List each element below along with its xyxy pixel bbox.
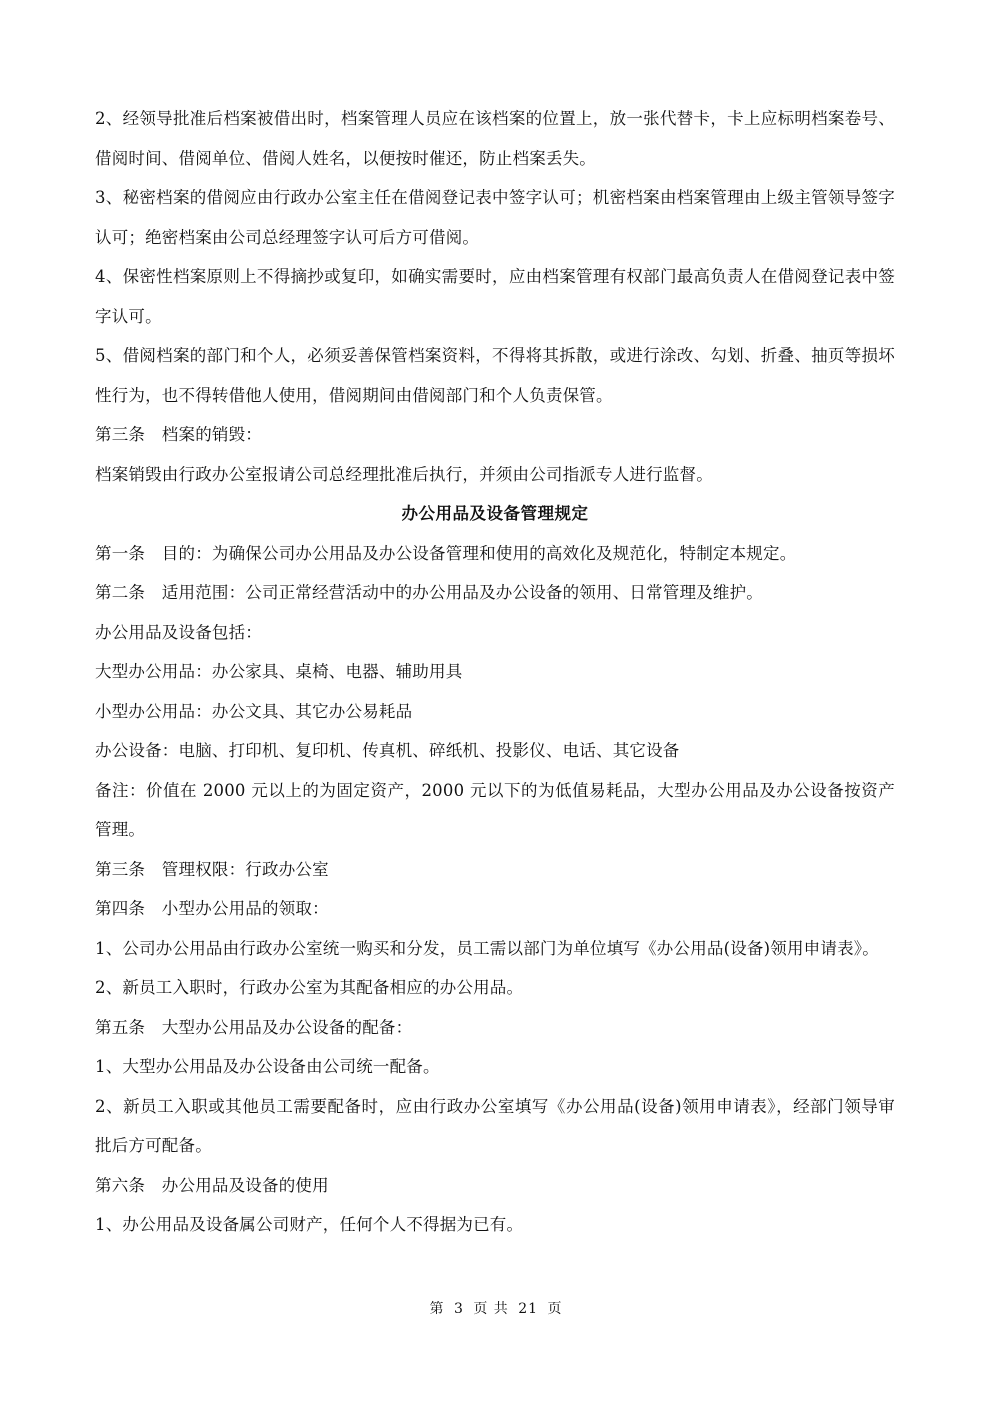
paragraph: 档案销毁由行政办公室报请公司总经理批准后执行，并须由公司指派专人进行监督。 (95, 464, 713, 484)
current-page-number: 3 (453, 1301, 464, 1317)
paragraph: 2、新员工入职时，行政办公室为其配备相应的办公用品。 (95, 978, 524, 997)
paragraph: 大型办公用品：办公家具、桌椅、电器、辅助用具 (95, 662, 463, 681)
article-heading: 第二条 适用范围：公司正常经营活动中的办公用品及办公设备的领用、日常管理及维护。 (95, 583, 763, 602)
paragraph: 1、办公用品及设备属公司财产，任何个人不得据为已有。 (95, 1215, 524, 1234)
paragraph: 2、经领导批准后档案被借出时，档案管理人员应在该档案的位置上，放一张代替卡，卡上应标明档案卷号、借阅时间、借阅单位、借阅人姓名，以便按时催还，防止档案丢失。 (95, 109, 895, 168)
paragraph: 1、大型办公用品及办公设备由公司统一配备。 (95, 1057, 440, 1076)
article-heading: 第四条 小型办公用品的领取： (95, 899, 329, 918)
paragraph: 5、借阅档案的部门和个人，必须妥善保管档案资料，不得将其拆散，或进行涂改、勾划、折叠、抽页等损坏性行为，也不得转借他人使用，借阅期间由借阅部门和个人负责保管。 (95, 346, 895, 405)
paragraph: 4、保密性档案原则上不得摘抄或复印，如确实需要时，应由档案管理有权部门最高负责人在借阅登记表中签字认可。 (95, 267, 895, 326)
footer-prefix: 第 (429, 1301, 445, 1317)
paragraph: 备注：价值在 2000 元以上的为固定资产，2000 元以下的为低值易耗品，大型办公用品及办公设备按资产管理。 (95, 780, 895, 839)
footer-suffix: 页 (547, 1301, 563, 1317)
paragraph: 办公设备：电脑、打印机、复印机、传真机、碎纸机、投影仪、电话、其它设备 (95, 741, 680, 760)
footer-middle: 页 共 (473, 1301, 509, 1317)
article-heading: 第六条 办公用品及设备的使用 (95, 1175, 329, 1195)
section-title: 办公用品及设备管理规定 (401, 504, 589, 523)
article-heading: 第一条 目的：为确保公司办公用品及办公设备管理和使用的高效化及规范化，特制定本规定。 (95, 543, 797, 563)
paragraph: 办公用品及设备包括： (95, 622, 262, 642)
page-footer (0, 1298, 992, 1318)
paragraph: 1、公司办公用品由行政办公室统一购买和分发，员工需以部门为单位填写《办公用品(设备)领用申请表》。 (95, 938, 879, 958)
total-page-number: 21 (518, 1301, 539, 1317)
article-heading: 第三条 管理权限：行政办公室 (95, 859, 329, 879)
article-heading: 第五条 大型办公用品及办公设备的配备： (95, 1017, 413, 1037)
paragraph: 2、新员工入职或其他员工需要配备时，应由行政办公室填写《办公用品(设备)领用申请表》，经部门领导审批后方可配备。 (95, 1096, 895, 1155)
document-body (95, 99, 895, 1245)
paragraph: 3、秘密档案的借阅应由行政办公室主任在借阅登记表中签字认可；机密档案由档案管理由上级主管领导签字认可；绝密档案由公司总经理签字认可后方可借阅。 (95, 188, 895, 247)
paragraph: 小型办公用品：办公文具、其它办公易耗品 (95, 701, 413, 721)
article-heading: 第三条 档案的销毁： (95, 425, 262, 444)
